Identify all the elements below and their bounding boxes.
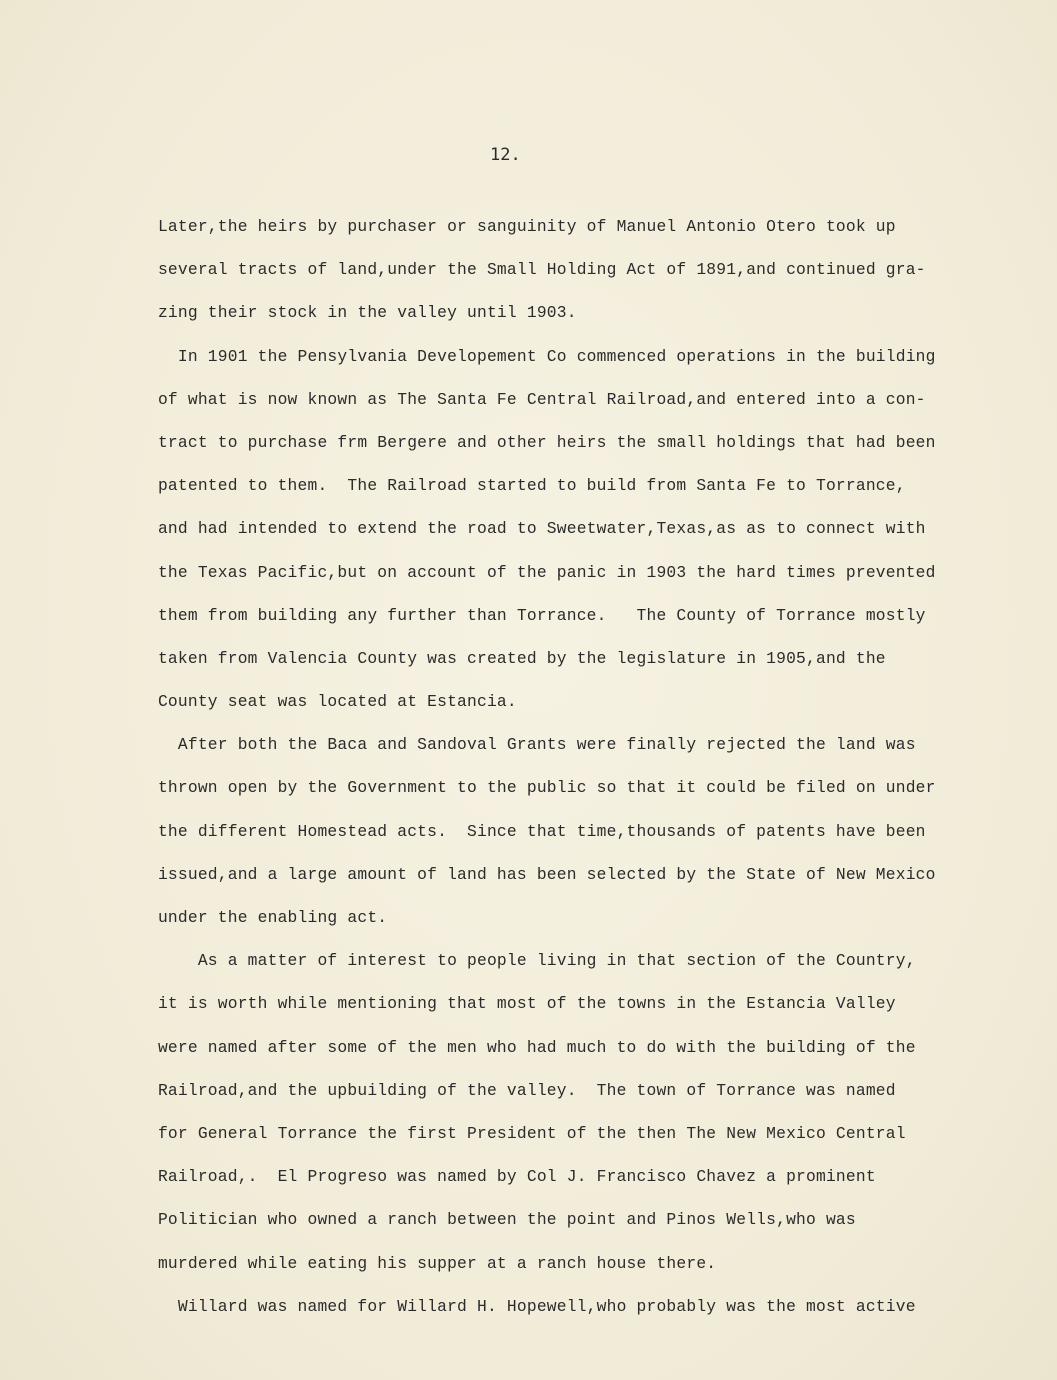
text-line: murdered while eating his supper at a ranch house there.: [138, 1253, 717, 1273]
text-line: Railroad,and the upbuilding of the valley. The town of Torrance was named: [138, 1080, 896, 1100]
text-line: Willard was named for Willard H. Hopewell,who probably was the most active: [138, 1296, 916, 1316]
text-line: and had intended to extend the road to Sweetwater,Texas,as as to connect with: [138, 519, 926, 539]
text-line: zing their stock in the valley until 1903.: [138, 303, 577, 323]
page-number: 12.: [490, 145, 521, 165]
text-line: Politician who owned a ranch between the point and Pinos Wells,who was: [138, 1210, 856, 1230]
text-line: issued,and a large amount of land has been selected by the State of New Mexico: [138, 864, 936, 884]
text-line: taken from Valencia County was created by the legislature in 1905,and the: [138, 648, 886, 668]
text-line: the different Homestead acts. Since that time,thousands of patents have been: [138, 821, 926, 841]
text-line: tract to purchase frm Bergere and other heirs the small holdings that had been: [138, 432, 936, 452]
text-line: them from building any further than Torrance. The County of Torrance mostly: [138, 605, 926, 625]
text-line: under the enabling act.: [138, 908, 388, 927]
text-line: were named after some of the men who had much to do with the building of the: [138, 1037, 916, 1057]
text-line: for General Torrance the first President of the then The New Mexico Central: [138, 1123, 906, 1143]
body-text: [138, 205, 968, 1328]
text-line: several tracts of land,under the Small Holding Act of 1891,and continued gra-: [138, 260, 926, 280]
text-line: of what is now known as The Santa Fe Central Railroad,and entered into a con-: [138, 389, 926, 409]
text-line: After both the Baca and Sandoval Grants were finally rejected the land was: [138, 735, 916, 755]
text-line: it is worth while mentioning that most of the towns in the Estancia Valley: [138, 994, 896, 1014]
text-line: Later,the heirs by purchaser or sanguinity of Manuel Antonio Otero took up: [138, 217, 896, 236]
text-line: the Texas Pacific,but on account of the panic in 1903 the hard times prevented: [138, 562, 936, 582]
text-line: In 1901 the Pensylvania Developement Co commenced operations in the building: [138, 346, 936, 366]
text-line: County seat was located at Estancia.: [138, 692, 517, 712]
text-line: patented to them. The Railroad started to build from Santa Fe to Torrance,: [138, 476, 906, 496]
text-line: Railroad,. El Progreso was named by Col J. Francisco Chavez a prominent: [138, 1167, 876, 1187]
text-line: As a matter of interest to people living in that section of the Country,: [138, 951, 916, 971]
text-line: thrown open by the Government to the public so that it could be filed on under: [138, 778, 936, 798]
